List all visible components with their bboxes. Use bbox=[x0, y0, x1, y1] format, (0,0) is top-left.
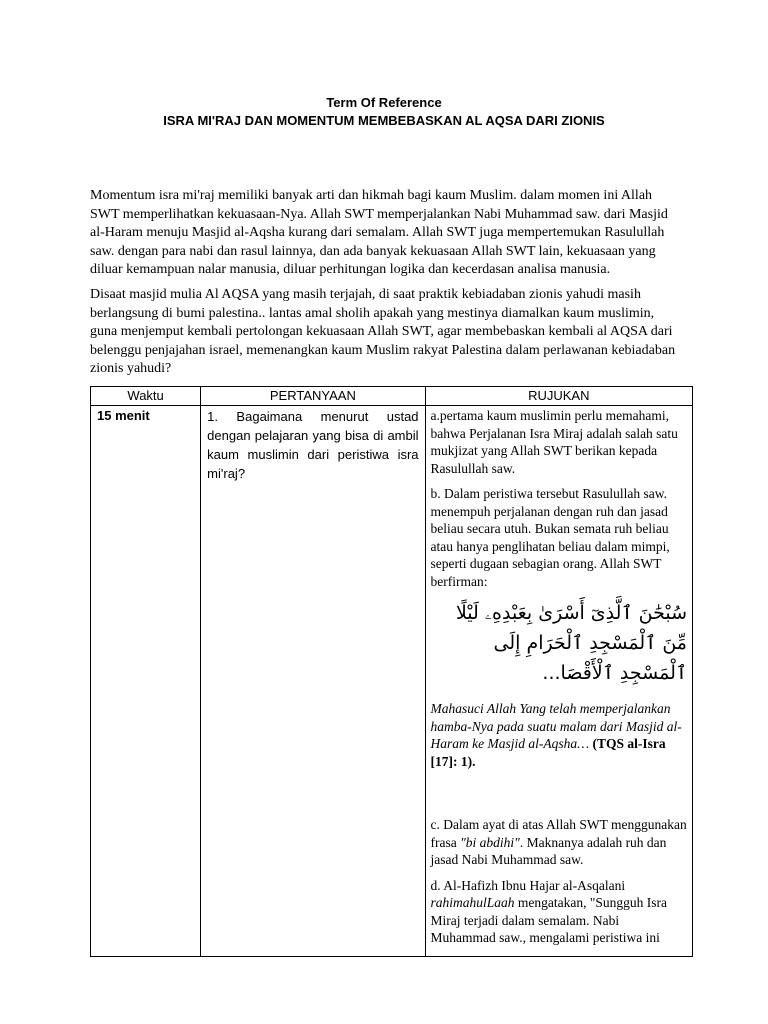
document-title: Term Of Reference bbox=[326, 95, 442, 110]
reference-d-rest: mengatakan, "Sungguh Isra Miraj terjadi dalam semalam. Nabi Muhammad saw., mengalami peristiwa ini bbox=[430, 895, 668, 945]
question-paragraph: Disaat masjid mulia Al AQSA yang masih terjajah, di saat praktik kebiadaban zionis yahudi masih berlangsung di bumi palestina.. lantas amal sholih apakah yang mestinya diamalkan kaum muslimin, guna menjemput kembali pertolongan kekuasaan Allah SWT, agar membebaskan kembali al AQSA dari belenggu penjajahan israel, memenangkan kaum Muslim rakyat Palestina dalam perlawanan kebiadaban zionis yahudi? bbox=[90, 287, 676, 376]
reference-cell bbox=[425, 406, 692, 957]
reference-d bbox=[431, 877, 687, 947]
verse-citation: (TQS al-Isra [17]: 1). bbox=[430, 736, 666, 769]
header-waktu: Waktu bbox=[91, 387, 201, 406]
header-pertanyaan: PERTANYAAN bbox=[201, 387, 425, 406]
reference-d-italic: rahimahulLaah bbox=[430, 895, 515, 910]
reference-table bbox=[90, 386, 693, 957]
reference-b: b. Dalam peristiwa tersebut Rasulullah saw. menempuh perjalanan dengan ruh dan jasad beliau secara utuh. Bukan semata ruh beliau atau hanya penglihatan beliau dalam mimpi, seperti dugaan sebagian orang. Allah SWT berfirman: bbox=[430, 486, 670, 589]
spacer bbox=[431, 778, 687, 816]
reference-d-text: d. Al-Hafizh Ibnu Hajar al-Asqalani bbox=[430, 877, 626, 893]
reference-a: a.pertama kaum muslimin perlu memahami, bahwa Perjalanan Isra Miraj adalah salah satu mukjizat yang Allah SWT berikan kepada Rasulullah saw. bbox=[430, 408, 678, 476]
intro-paragraph: Momentum isra mi'raj memiliki banyak arti dan hikmah bagi kaum Muslim. dalam momen ini Allah SWT memperlihatkan kekuasaan-Nya. Allah SWT memperjalankan Nabi Muhammad saw. dari Masjid al-Haram menuju Masjid al-Aqsha kurang dari semalam. Allah SWT juga mempertemukan Rasulullah saw. dengan para nabi dan rasul lainnya, dan ada banyak kekuasaan Allah SWT lain, kekuasaan yang diluar kemampuan nalar manusia, diluar perhitungan logika dan kecerdasan analisa manusia. bbox=[90, 188, 668, 277]
reference-c bbox=[431, 816, 687, 869]
header-rujukan: RUJUKAN bbox=[425, 387, 692, 406]
reference-c-phrase: "bi abdihi" bbox=[460, 834, 520, 850]
question-cell: 1. Bagaimana menurut ustad dengan pelajaran yang bisa di ambil kaum muslimin dari peristiwa isra mi'raj? bbox=[201, 406, 425, 957]
arabic-verse: سُبْحَٰنَ ٱلَّذِىٓ أَسْرَىٰ بِعَبْدِهِۦ لَيْلًا مِّنَ ٱلْمَسْجِدِ ٱلْحَرَامِ إِلَى ٱلْمَسْجِدِ ٱلْأَقْصَا... bbox=[455, 602, 687, 684]
translation-text: Mahasuci Allah Yang telah memperjalankan hamba-Nya pada suatu malam dari Masjid al-Haram ke Masjid al-Aqsha… bbox=[430, 701, 682, 751]
reference-c-rest: . Maknanya adalah ruh dan jasad Nabi Muhammad saw. bbox=[430, 834, 667, 867]
time-cell: 15 menit bbox=[91, 406, 201, 957]
reference-c-text: c. Dalam ayat di atas Allah SWT menggunakan frasa bbox=[430, 817, 687, 850]
verse-translation bbox=[431, 700, 687, 770]
document-subtitle: ISRA MI'RAJ DAN MOMENTUM MEMBEBASKAN AL AQSA DARI ZIONIS bbox=[163, 113, 605, 128]
table-row bbox=[91, 406, 693, 957]
table-header-row bbox=[91, 387, 693, 406]
